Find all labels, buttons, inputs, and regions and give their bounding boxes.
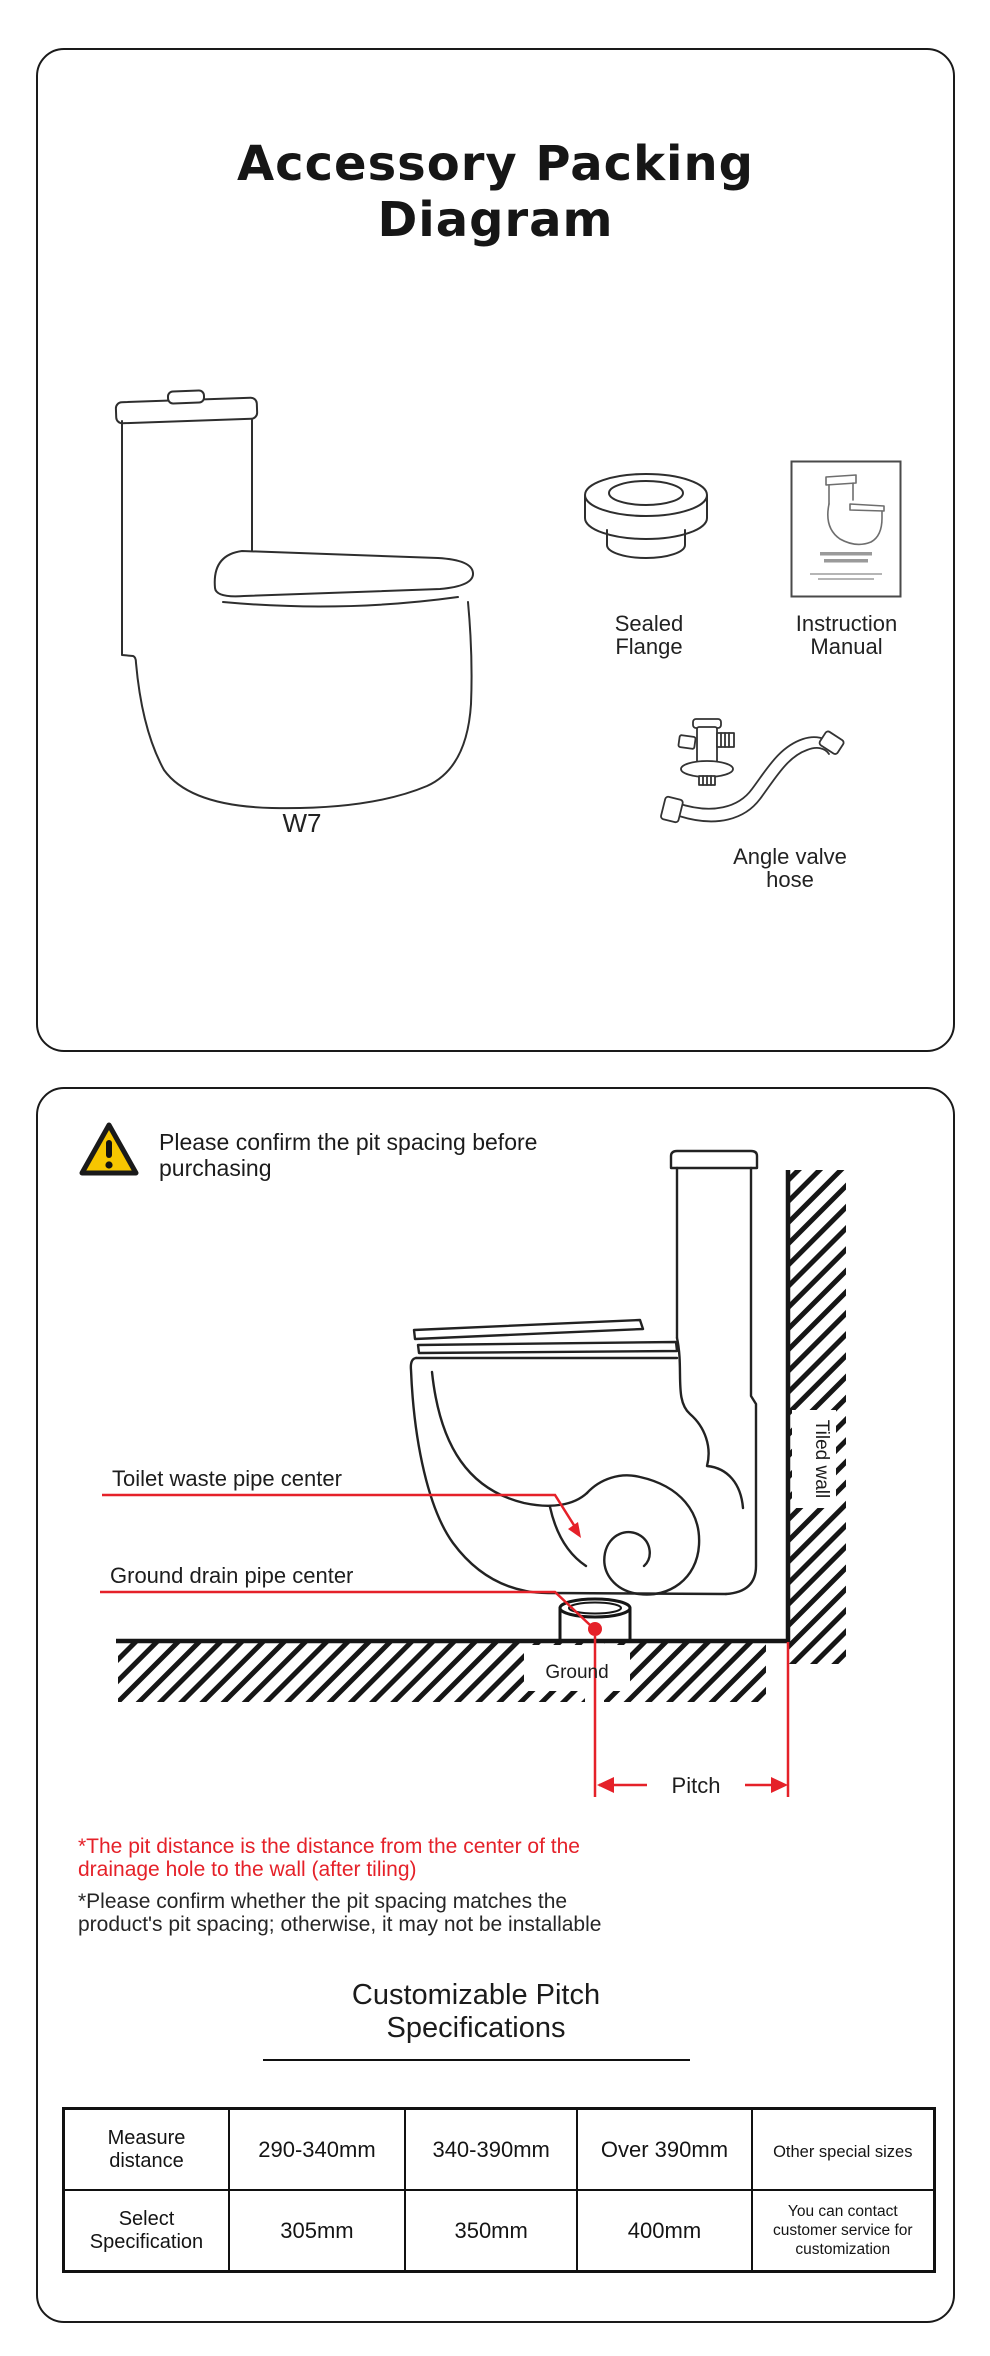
spec-heading (38, 1979, 914, 2061)
table-row-measure (64, 2109, 935, 2191)
drain-pipe-center-label: Ground drain pipe center (110, 1563, 354, 1588)
cell-range-3: Over 390mm (577, 2109, 751, 2191)
model-label: W7 (282, 808, 322, 838)
spec-title: Customizable Pitch Specifications (351, 1979, 601, 2044)
pitch-label: Pitch (671, 1773, 721, 1798)
accessory-panel (36, 48, 955, 1052)
page-title: Accessory Packing Diagram (236, 136, 755, 248)
pit-distance-note: *The pit distance is the distance from the center of the drainage hole to the wall (after tiling) (78, 1835, 580, 1881)
instruction-manual-illustration (790, 460, 902, 598)
cell-measure-header: Measure distance (64, 2109, 229, 2191)
angle-valve-hose-illustration (657, 710, 847, 840)
cell-select-header: Select Specification (64, 2190, 229, 2272)
cell-spec-1: 305mm (229, 2190, 405, 2272)
pit-spacing-panel (36, 1087, 955, 2323)
instruction-manual-label: Instruction Manual (795, 611, 898, 659)
confirm-spacing-note: *Please confirm whether the pit spacing matches the product's pit spacing; otherwise, it may not be installable (78, 1890, 602, 1936)
spec-underline (263, 2059, 690, 2061)
pit-spacing-diagram (38, 1142, 953, 1812)
waste-pipe-center-label: Toilet waste pipe center (112, 1466, 342, 1491)
table-row-select (64, 2190, 935, 2272)
toilet-side-view (411, 1151, 757, 1595)
cell-spec-2: 350mm (405, 2190, 577, 2272)
sealed-flange-label: Sealed Flange (614, 611, 684, 659)
cell-spec-custom: You can contact customer service for customization (752, 2190, 935, 2272)
cell-range-2: 340-390mm (405, 2109, 577, 2191)
ground-hatch (118, 1642, 766, 1702)
cell-spec-3: 400mm (577, 2190, 751, 2272)
sealed-flange-illustration (574, 464, 724, 564)
cell-range-other: Other special sizes (752, 2109, 935, 2191)
ground-label: Ground (545, 1662, 609, 1683)
toilet-front-illustration (102, 374, 502, 814)
warning-text: Please confirm the pit spacing before purchasing (159, 1129, 538, 1181)
angle-valve-hose-label: Angle valve hose (733, 844, 847, 892)
pitch-spec-table (62, 2107, 936, 2273)
cell-range-1: 290-340mm (229, 2109, 405, 2191)
tiled-wall-label: Tiled wall (811, 1419, 832, 1499)
